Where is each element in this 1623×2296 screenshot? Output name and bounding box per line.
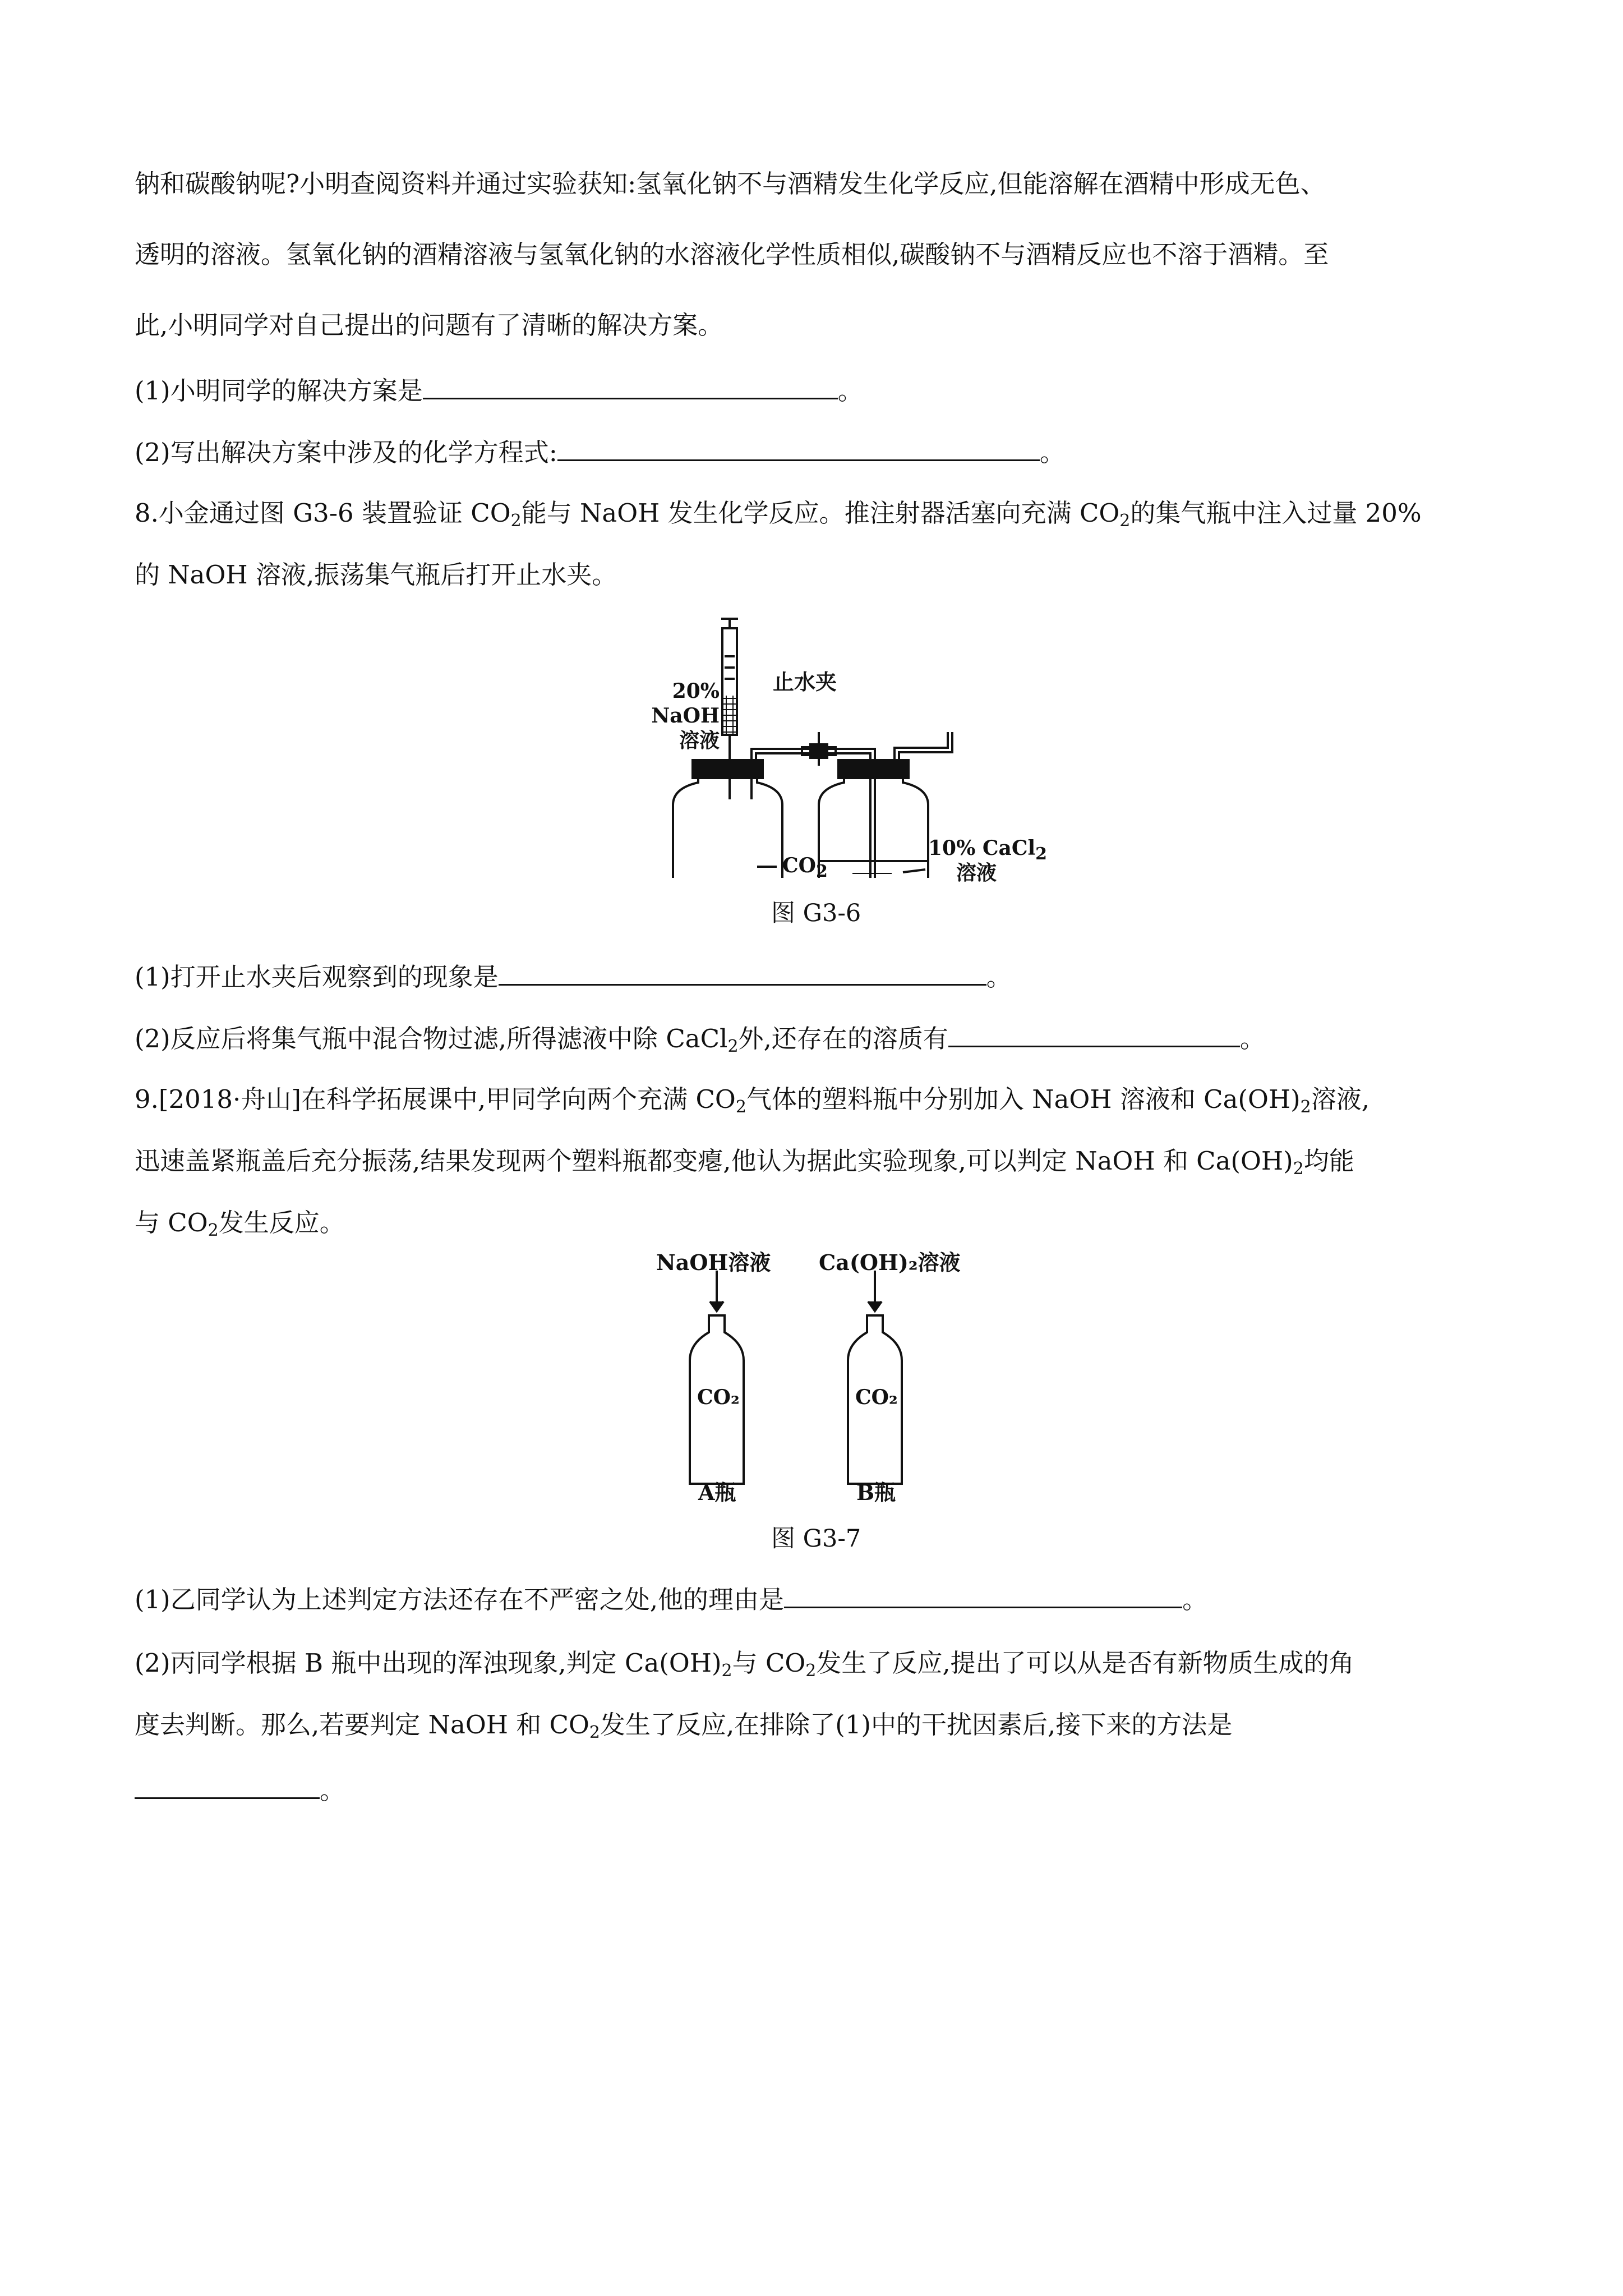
q7-subquestion-2 — [135, 435, 1065, 470]
answer-blank[interactable] — [557, 435, 1040, 461]
q8-subquestion-2 — [135, 1021, 1265, 1056]
subscript: 2 — [1293, 1159, 1304, 1179]
period: 。 — [1182, 1585, 1208, 1614]
period: 。 — [986, 962, 1012, 992]
period: 。 — [320, 1775, 345, 1805]
q8-sub2-part-b: 外,还存在的溶质有 — [738, 1024, 948, 1053]
answer-blank[interactable] — [135, 1773, 320, 1799]
figure-caption-g3-7: 图 G3-7 — [771, 1525, 861, 1553]
fig7-bottle-a-co2: CO₂ — [697, 1386, 740, 1409]
subscript: 2 — [589, 1723, 600, 1742]
q7-subquestion-1 — [135, 373, 863, 408]
q7-text-line-3: 此,小明同学对自己提出的问题有了清晰的解决方案。 — [135, 310, 723, 340]
syringe-liquid — [723, 696, 736, 735]
fig6-co2-text: CO — [782, 854, 817, 877]
q9-sub3-part-a: 度去判断。那么,若要判定 NaOH 和 CO — [135, 1710, 589, 1740]
figure-g3-7 — [651, 1248, 965, 1506]
subscript: 2 — [805, 1661, 817, 1681]
q9-sub3-part-b: 发生了反应,在排除了(1)中的干扰因素后,接下来的方法是 — [600, 1710, 1233, 1740]
q9-sub1-text: (1)乙同学认为上述判定方法还存在不严密之处,他的理由是 — [135, 1585, 785, 1614]
subscript: 2 — [510, 511, 522, 531]
subscript: 2 — [1119, 511, 1131, 531]
q9-text-line-3 — [135, 1206, 345, 1240]
subscript: 2 — [1035, 844, 1048, 864]
fig6-naoh-line-1: 20% NaOH — [651, 679, 720, 728]
q9-line1-part-a: 9.[2018·舟山]在科学拓展课中,甲同学向两个充满 CO — [135, 1084, 736, 1114]
fig6-label-clamp: 止水夹 — [773, 669, 837, 694]
q8-sub2-part-a: (2)反应后将集气瓶中混合物过滤,所得滤液中除 CaCl — [135, 1024, 728, 1053]
fig7-label-bottle-b: B瓶 — [856, 1480, 896, 1505]
fig6-label-cacl2 — [928, 836, 1047, 885]
q9-line3-part-b: 发生反应。 — [218, 1208, 345, 1237]
fig7-label-bottle-a: A瓶 — [698, 1480, 736, 1505]
answer-blank[interactable] — [784, 1582, 1182, 1608]
q9-subquestion-1 — [135, 1582, 1207, 1617]
fig7-label-caoh2: Ca(OH)₂溶液 — [819, 1250, 961, 1275]
figure-caption-g3-6: 图 G3-6 — [771, 899, 861, 927]
fig6-naoh-line-2: 溶液 — [679, 729, 720, 752]
q9-subquestion-2-line-3 — [135, 1773, 345, 1807]
q7-sub1-text: (1)小明同学的解决方案是 — [135, 376, 423, 406]
q7-text-line-2: 透明的溶液。氢氧化钠的酒精溶液与氢氧化钠的水溶液化学性质相似,碳酸钠不与酒精反应也不溶于酒精。至 — [135, 240, 1329, 269]
q7-sub2-text: (2)写出解决方案中涉及的化学方程式: — [135, 438, 557, 467]
q8-line1-part-b: 能与 NaOH 发生化学反应。推注射器活塞向充满 CO — [521, 498, 1120, 528]
fig6-cacl2-line-2: 溶液 — [956, 861, 997, 885]
left-gas-bottle — [673, 777, 782, 878]
q7-text-line-1: 钠和碳酸钠呢?小明查阅资料并通过实验获知:氢氧化钠不与酒精发生化学反应,但能溶解在酒精中形成无色、 — [135, 169, 1326, 199]
q9-sub2-part-b: 与 CO — [732, 1648, 806, 1678]
fig6-label-co2 — [782, 854, 828, 881]
q8-sub1-text: (1)打开止水夹后观察到的现象是 — [135, 962, 499, 992]
q9-subquestion-2-line-1 — [135, 1646, 1354, 1680]
q9-text-line-2 — [135, 1144, 1354, 1178]
period: 。 — [1239, 1024, 1265, 1053]
subscript: 2 — [816, 862, 828, 881]
period: 。 — [1039, 438, 1065, 467]
q9-text-line-1 — [135, 1083, 1370, 1116]
q9-line2-part-b: 均能 — [1303, 1146, 1354, 1176]
answer-blank[interactable] — [499, 959, 986, 986]
q9-sub2-part-a: (2)丙同学根据 B 瓶中出现的浑浊现象,判定 Ca(OH) — [135, 1648, 722, 1678]
subscript: 2 — [727, 1037, 739, 1056]
q9-line3-part-a: 与 CO — [135, 1208, 208, 1237]
fig6-label-naoh — [599, 679, 720, 753]
fig7-label-naoh: NaOH溶液 — [656, 1250, 771, 1275]
q8-line1-part-a: 8.小金通过图 G3-6 装置验证 CO — [135, 498, 511, 528]
q8-line1-part-c: 的集气瓶中注入过量 20% — [1130, 498, 1422, 528]
subscript: 2 — [735, 1097, 746, 1117]
subscript: 2 — [721, 1661, 732, 1681]
answer-blank[interactable] — [948, 1021, 1240, 1047]
q9-subquestion-2-line-2 — [135, 1708, 1232, 1742]
q9-sub2-part-c: 发生了反应,提出了可以从是否有新物质生成的角 — [816, 1648, 1354, 1678]
subscript: 2 — [1300, 1097, 1311, 1117]
q9-line1-part-c: 溶液, — [1311, 1084, 1370, 1114]
answer-blank[interactable] — [423, 373, 838, 399]
q8-subquestion-1 — [135, 959, 1012, 994]
q8-text-line-2: 的 NaOH 溶液,振荡集气瓶后打开止水夹。 — [135, 560, 617, 590]
syringe-barrel — [722, 628, 737, 735]
q9-line1-part-b: 气体的塑料瓶中分别加入 NaOH 溶液和 Ca(OH) — [746, 1084, 1301, 1114]
left-stopper — [693, 760, 763, 778]
right-stopper — [838, 760, 909, 778]
period: 。 — [837, 376, 863, 406]
q9-line2-part-a: 迅速盖紧瓶盖后充分振荡,结果发现两个塑料瓶都变瘪,他认为据此实验现象,可以判定 NaOH 和 Ca(OH) — [135, 1146, 1293, 1176]
right-bottle — [819, 777, 928, 878]
fig6-cacl2-text: 10% CaCl — [928, 836, 1036, 860]
subscript: 2 — [208, 1221, 219, 1240]
fig7-bottle-b-co2: CO₂ — [855, 1386, 898, 1409]
q8-text-line-1 — [135, 496, 1422, 530]
